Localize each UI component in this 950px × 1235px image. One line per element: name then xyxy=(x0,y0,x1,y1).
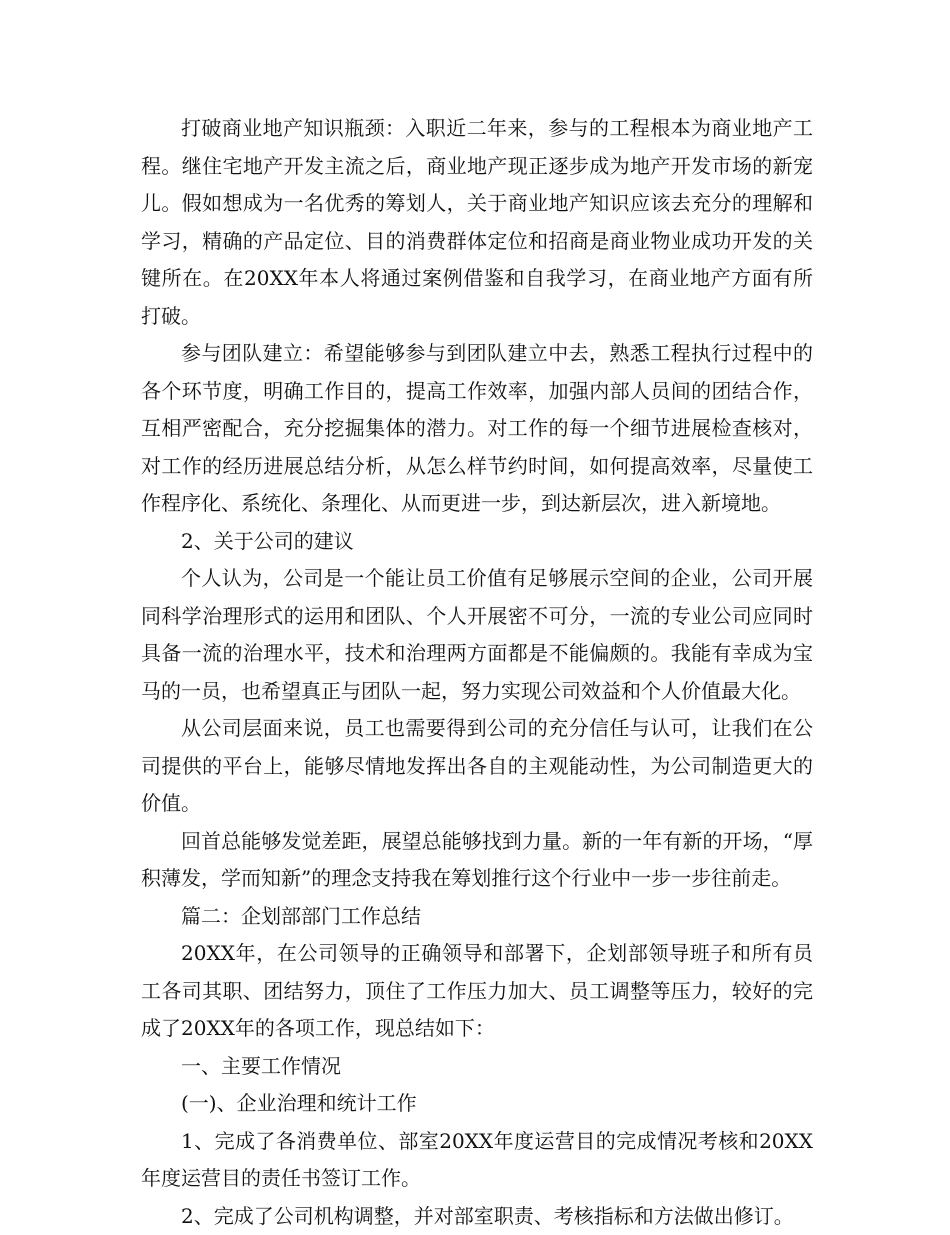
paragraph-year-summary: 20XX年，在公司领导的正确领导和部署下，企划部领导班子和所有员工各司其职、团结努力，顶住了工作压力加大、员工调整等压力，较好的完成了20XX年的各项工作，现总结如下： xyxy=(141,935,813,1048)
paragraph-looking-back: 回首总能够发觉差距，展望总能够找到力量。新的一年有新的开场，“厚积薄发，学而知新”的理念支持我在筹划推行这个行业中一步一步往前走。 xyxy=(141,823,813,898)
paragraph-team-building: 参与团队建立：希望能够参与到团队建立中去，熟悉工程执行过程中的各个环节度，明确工作目的，提高工作效率，加强内部人员间的团结合作，互相严密配合，充分挖掘集体的潜力。对工作的每一个细节进展检查核对，对工作的经历进展总结分析，从怎么样节约时间，如何提高效率，尽量使工作程序化、系统化、条理化、从而更进一步，到达新层次，进入新境地。 xyxy=(141,335,813,523)
paragraph-personal-view: 个人认为，公司是一个能让员工价值有足够展示空间的企业，公司开展同科学治理形式的运用和团队、个人开展密不可分，一流的专业公司应同时具备一流的治理水平，技术和治理两方面都是不能偏颇的。我能有幸成为宝马的一员，也希望真正与团队一起，努力实现公司效益和个人价值最大化。 xyxy=(141,560,813,710)
heading-company-suggestions: 2、关于公司的建议 xyxy=(141,523,813,561)
heading-main-work: 一、主要工作情况 xyxy=(141,1048,813,1086)
paragraph-company-level: 从公司层面来说，员工也需要得到公司的充分信任与认可，让我们在公司提供的平台上，能够尽情地发挥出各自的主观能动性，为公司制造更大的价值。 xyxy=(141,710,813,823)
heading-management-statistics: (一)、企业治理和统计工作 xyxy=(141,1085,813,1123)
document-body xyxy=(141,110,813,1235)
list-item-2: 2、完成了公司机构调整，并对部室职责、考核指标和方法做出修订。 xyxy=(141,1198,813,1235)
list-item-1: 1、完成了各消费单位、部室20XX年度运营目的完成情况考核和20XX年度运营目的责任书签订工作。 xyxy=(141,1123,813,1198)
paragraph-commercial-real-estate: 打破商业地产知识瓶颈：入职近二年来，参与的工程根本为商业地产工程。继住宅地产开发主流之后，商业地产现正逐步成为地产开发市场的新宠儿。假如想成为一名优秀的筹划人，关于商业地产知识应该去充分的理解和学习，精确的产品定位、目的消费群体定位和招商是商业物业成功开发的关键所在。在20XX年本人将通过案例借鉴和自我学习，在商业地产方面有所打破。 xyxy=(141,110,813,335)
heading-part-two: 篇二：企划部部门工作总结 xyxy=(141,898,813,936)
